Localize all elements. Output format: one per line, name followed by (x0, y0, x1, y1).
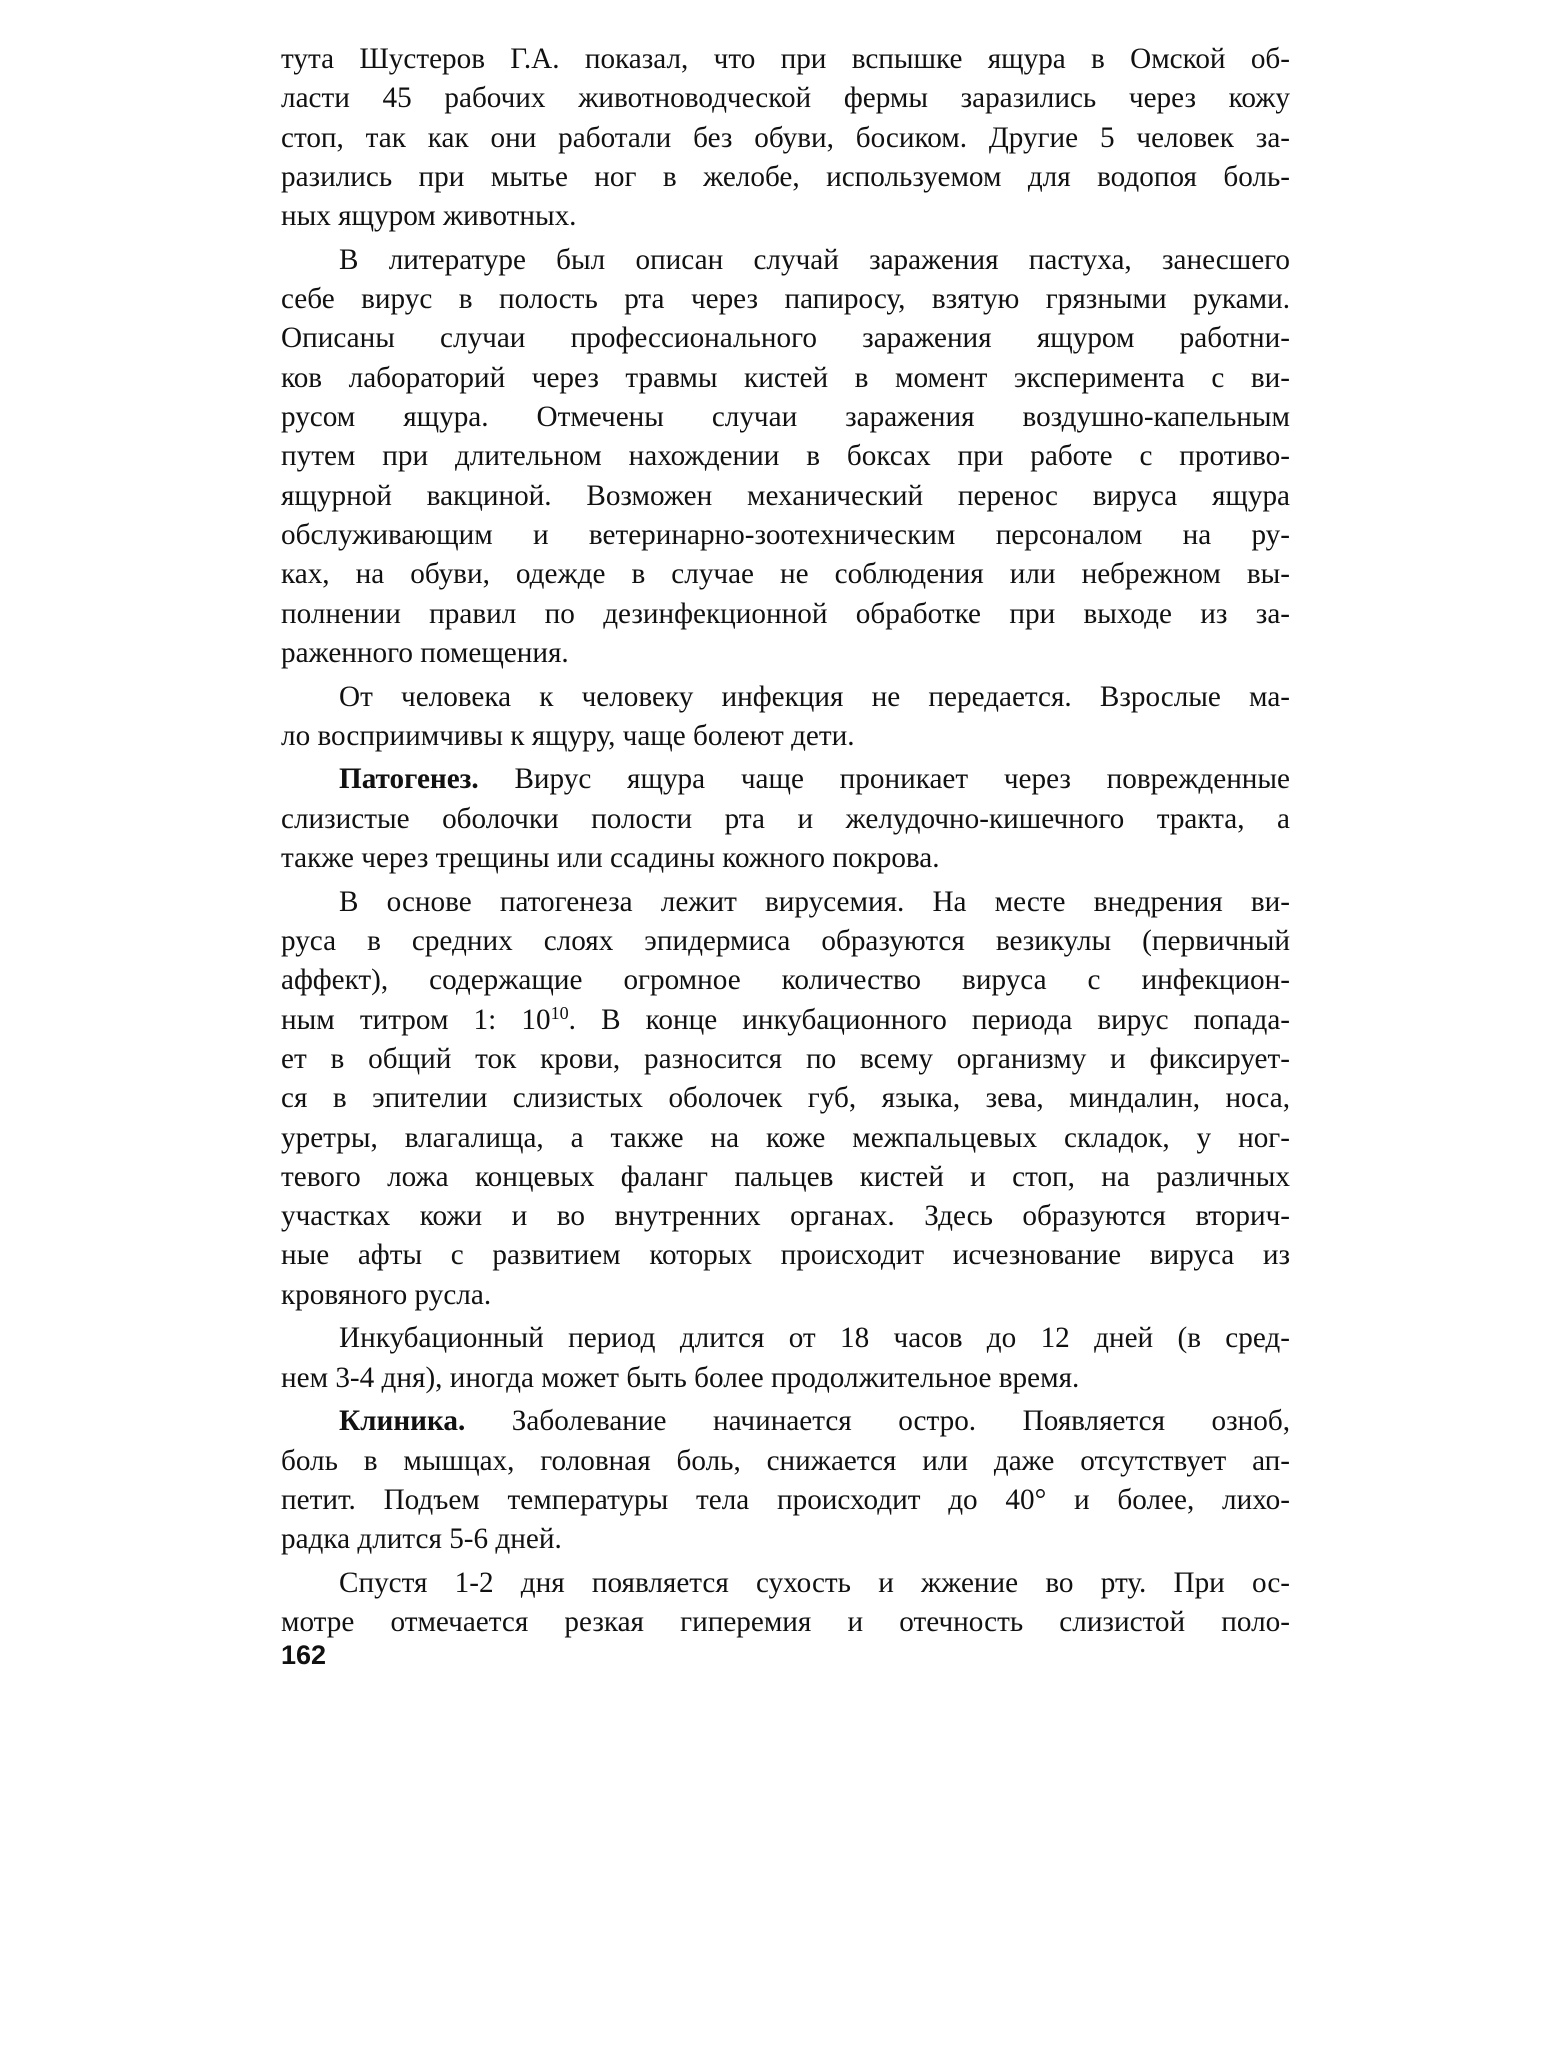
text-run: . В конце инкубационного периода вирус попада- (568, 1003, 1290, 1036)
text-line: ках, на обуви, одежде в случае не соблюдения или небрежном вы- (281, 558, 1290, 591)
text-run: ным титром 1: 10 (281, 1003, 551, 1036)
text-line: боль в мышцах, головная боль, снижается или даже отсутствует ап- (281, 1444, 1290, 1477)
text-line: Описаны случаи профессионального заражения ящуром работни- (281, 322, 1290, 355)
text-line (281, 1001, 1290, 1040)
text-line: участках кожи и во внутренних органах. Здесь образуются вторич- (281, 1200, 1290, 1233)
text-line: стоп, так как они работали без обуви, босиком. Другие 5 человек за- (281, 121, 1290, 154)
text-run: Заболевание начинается остро. Появляется озноб, (465, 1405, 1290, 1438)
section-heading-pathogenesis: Патогенез. (339, 763, 479, 796)
text-line: ет в общий ток крови, разносится по всему организму и фиксирует- (281, 1042, 1290, 1075)
text-line: ласти 45 рабочих животноводческой фермы заразились через кожу (281, 82, 1290, 115)
section-heading-clinic: Клиника. (339, 1405, 466, 1438)
text-line: аффект), содержащие огромное количество вируса с инфекцион- (281, 964, 1290, 997)
text-line: В литературе был описан случай заражения пастуха, занесшего (339, 243, 1290, 276)
text-line: тевого ложа концевых фаланг пальцев кистей и стоп, на различных (281, 1160, 1290, 1193)
text-line: руса в средних слоях эпидермиса образуются везикулы (первичный (281, 925, 1290, 958)
text-line: кровяного русла. (281, 1278, 492, 1311)
paragraph-clinic (281, 1402, 1290, 1559)
text-line: В основе патогенеза лежит вирусемия. На месте внедрения ви- (339, 885, 1290, 918)
text-line: раженного помещения. (281, 636, 569, 669)
text-line: полнении правил по дезинфекционной обработке при выходе из за- (281, 597, 1290, 630)
text-line: радка длится 5-6 дней. (281, 1523, 562, 1556)
text-line: ков лабораторий через травмы кистей в момент эксперимента с ви- (281, 361, 1290, 394)
text-line: ся в эпителии слизистых оболочек губ, языка, зева, миндалин, носа, (281, 1082, 1290, 1115)
paragraph-8 (281, 1564, 1290, 1643)
paragraph-5 (281, 883, 1290, 1315)
text-line: тута Шустеров Г.А. показал, что при вспышке ящура в Омской об- (281, 43, 1290, 75)
text-line: От человека к человеку инфекция не передается. Взрослые ма- (339, 680, 1290, 713)
text-line: ящурной вакциной. Возможен механический перенос вируса ящура (281, 479, 1290, 512)
text-line: ные афты с развитием которых происходит исчезнование вируса из (281, 1239, 1290, 1272)
text-line: ло восприимчивы к ящуру, чаще болеют дети. (281, 719, 855, 752)
text-line: слизистые оболочки полости рта и желудочно-кишечного тракта, а (281, 802, 1290, 835)
text-line: себе вирус в полость рта через папиросу, взятую грязными руками. (281, 283, 1290, 316)
text-line (281, 1402, 1290, 1441)
page-body (281, 40, 1290, 1647)
text-line: уретры, влагалища, а также на коже межпальцевых складок, у ног- (281, 1121, 1290, 1154)
paragraph-6 (281, 1319, 1290, 1398)
text-line: также через трещины или ссадины кожного покрова. (281, 842, 940, 875)
text-line: петит. Подъем температуры тела происходит до 40° и более, лихо- (281, 1483, 1290, 1516)
text-line: русом ящура. Отмечены случаи заражения воздушно-капельным (281, 401, 1290, 434)
paragraph-pathogenesis (281, 760, 1290, 878)
text-line: мотре отмечается резкая гиперемия и отечность слизистой поло- (281, 1606, 1290, 1639)
paragraph-2 (281, 241, 1290, 673)
titer-exponent: 10 (550, 1002, 569, 1023)
text-run: Вирус ящура чаще проникает через поврежденные (478, 763, 1290, 796)
text-line: нем 3-4 дня), иногда может быть более продолжительное время. (281, 1361, 1080, 1394)
text-line: путем при длительном нахождении в боксах при работе с противо- (281, 440, 1290, 473)
text-line: Спустя 1-2 дня появляется сухость и жжение во рту. При ос- (339, 1566, 1290, 1599)
paragraph-3 (281, 678, 1290, 757)
paragraph-1 (281, 40, 1290, 236)
text-line: ных ящуром животных. (281, 200, 577, 233)
page-number: 162 (281, 1640, 327, 1670)
text-line: Инкубационный период длится от 18 часов до 12 дней (в сред- (339, 1322, 1290, 1355)
text-line: обслуживающим и ветеринарно-зоотехническим персоналом на ру- (281, 518, 1290, 551)
text-line: разились при мытье ног в желобе, используемом для водопоя боль- (281, 160, 1290, 193)
text-line (281, 760, 1290, 799)
